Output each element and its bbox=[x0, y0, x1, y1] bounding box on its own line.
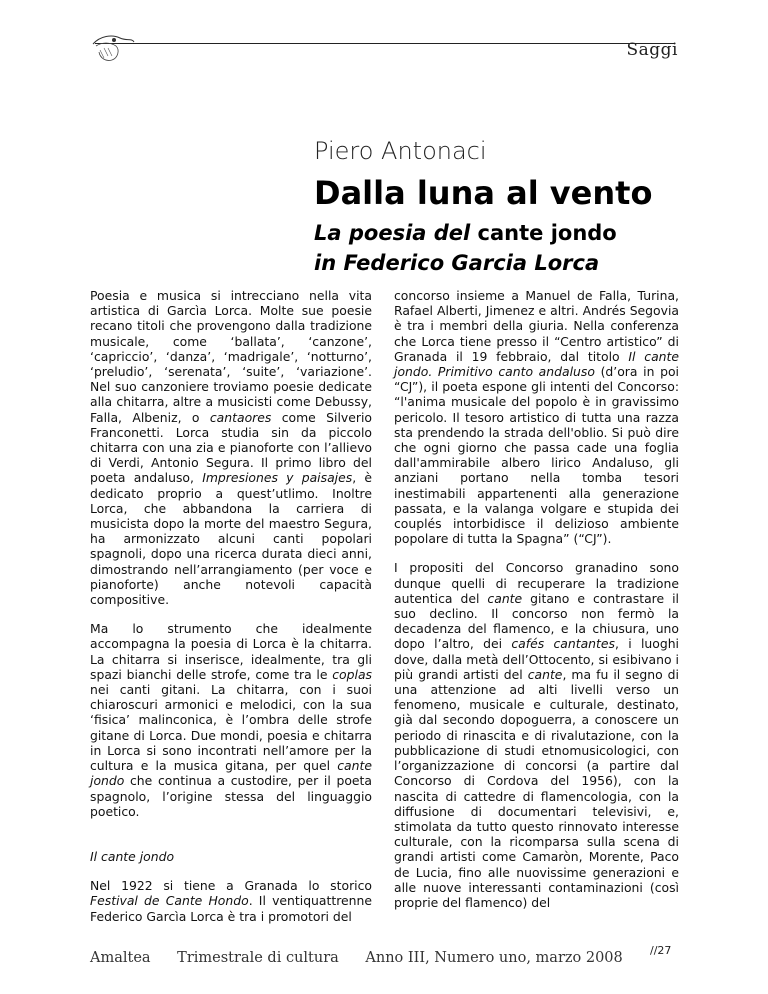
paragraph: concorso insieme a Manuel de Falla, Turina, Rafael Alberti, Jimenez e altri. Andrés Segovia è tra i membri della giuria. Nella conferenza che Lorca tiene presso il “Centro artistico” di Granada il 19 febbraio, dal titolo Il cante jondo. Primitivo canto andaluso (d’ora in poi “CJ”), il poeta espone gli intenti del Concorso: “l'anima musicale del popolo è in gravissimo pericolo. Il tesoro artistico di tutta una razza sta prendendo la strada dell'oblio. Si può dire che ogni giorno che passa cade una foglia dall'ammirabile albero lirico Andaluso, gli anziani portano nella tomba tesori inestimabili appartenenti alla generazione passata, e la valanga volgare e stupida dei couplés intorbidisce il delizioso ambiente popolare di tutta la Spagna” (“CJ”). bbox=[394, 288, 679, 547]
section-title: Saggi bbox=[626, 40, 678, 60]
right-column bbox=[394, 288, 679, 924]
paragraph: Ma lo strumento che idealmente accompagna la poesia di Lorca è la chitarra. La chitarra si inserisce, idealmente, tra gli spazi bianchi delle strofe, come tra le coplas nei canti gitani. La chitarra, con i suoi chiaroscuri armonici e melodici, con la sua ‘fisica’ malinconica, è l’ombra delle strofe gitane di Lorca. Due mondi, poesia e chitarra in Lorca si sono incontrati nell’amore per la cultura e la musica gitana, per quel cante jondo che continua a custodire, per il poeta spagnolo, l’origine stessa del linguaggio poetico. bbox=[90, 621, 372, 819]
magazine-logo-icon bbox=[90, 32, 136, 66]
subtitle-line-2: in Federico Garcia Lorca bbox=[314, 251, 600, 275]
header-rule bbox=[95, 43, 675, 44]
paragraph: I propositi del Concorso granadino sono dunque quelli di recuperare la tradizione autentica del cante gitano e contrastare il suo declino. Il concorso non fermò la decadenza del flamenco, e la chiusura, uno dopo l’altro, dei cafés cantantes, i luoghi dove, dalla metà dell’Ottocento, si esibivano i più grandi artisti del cante, ma fu il segno di una attenzione ad alti livelli verso un fenomeno, musicale e culturale, destinato, già dal secondo dopoguerra, a conoscere un periodo di rinascita e di rivalutazione, con la pubblicazione di studi etnomusicologici, con l’organizzazione di concorsi (a partire dal Concorso di Cordova del 1956), con la nascita di cattedre di flamencologia, con la diffusione di documentari televisivi, e, stimolata da tutto questo rinnovato interesse culturale, con la ricomparsa sulla scena di grandi artisti come Camaròn, Morente, Paco de Lucia, fino alle nuovissime generazioni e alle nuove interessanti contaminazioni (così proprie del flamenco) del bbox=[394, 560, 679, 910]
page-number: //27 bbox=[650, 944, 672, 957]
subtitle-part-b: cante jondo bbox=[477, 221, 617, 245]
subtitle-part-a: La poesia del bbox=[314, 221, 471, 245]
issue-info: Anno III, Numero uno, marzo 2008 bbox=[365, 950, 623, 966]
article-author: Piero Antonaci bbox=[314, 137, 487, 165]
article-title: Dalla luna al vento bbox=[314, 174, 653, 212]
paragraph: Nel 1922 si tiene a Granada lo storico Festival de Cante Hondo. Il ventiquattrenne Federico Garcìa Lorca è tra i promotori del bbox=[90, 878, 372, 924]
magazine-name: Amaltea bbox=[90, 950, 151, 966]
article-subtitle bbox=[314, 218, 617, 278]
left-column bbox=[90, 288, 372, 938]
footer bbox=[90, 950, 645, 966]
paragraph: Poesia e musica si intrecciano nella vita artistica di Garcìa Lorca. Molte sue poesie recano titoli che provengono dalla tradizione musicale, come ‘ballata’, ‘canzone’, ‘capriccio’, ‘danza’, ‘madrigale’, ‘notturno’, ‘preludio’, ‘serenata’, ‘suite’, ‘variazione’. Nel suo canzoniere troviamo poesie dedicate alla chitarra, altre a musicisti come Debussy, Falla, Albeniz, o cantaores come Silverio Franconetti. Lorca studia sin da piccolo chitarra con una zia e pianoforte con l’allievo di Verdi, Antonio Segura. Il primo libro del poeta andaluso, Impresiones y paisajes, è dedicato proprio a quest’utlimo. Inoltre Lorca, che abbandona la carriera di musicista dopo la morte del maestro Segura, ha armonizzato alcuni canti popolari spagnoli, dopo una ricerca durata dieci anni, dimostrando nell’arrangiamento (per voce e pianoforte) anche notevoli capacità compositive. bbox=[90, 288, 372, 608]
section-heading: Il cante jondo bbox=[90, 848, 175, 864]
magazine-tagline: Trimestrale di cultura bbox=[177, 950, 339, 966]
